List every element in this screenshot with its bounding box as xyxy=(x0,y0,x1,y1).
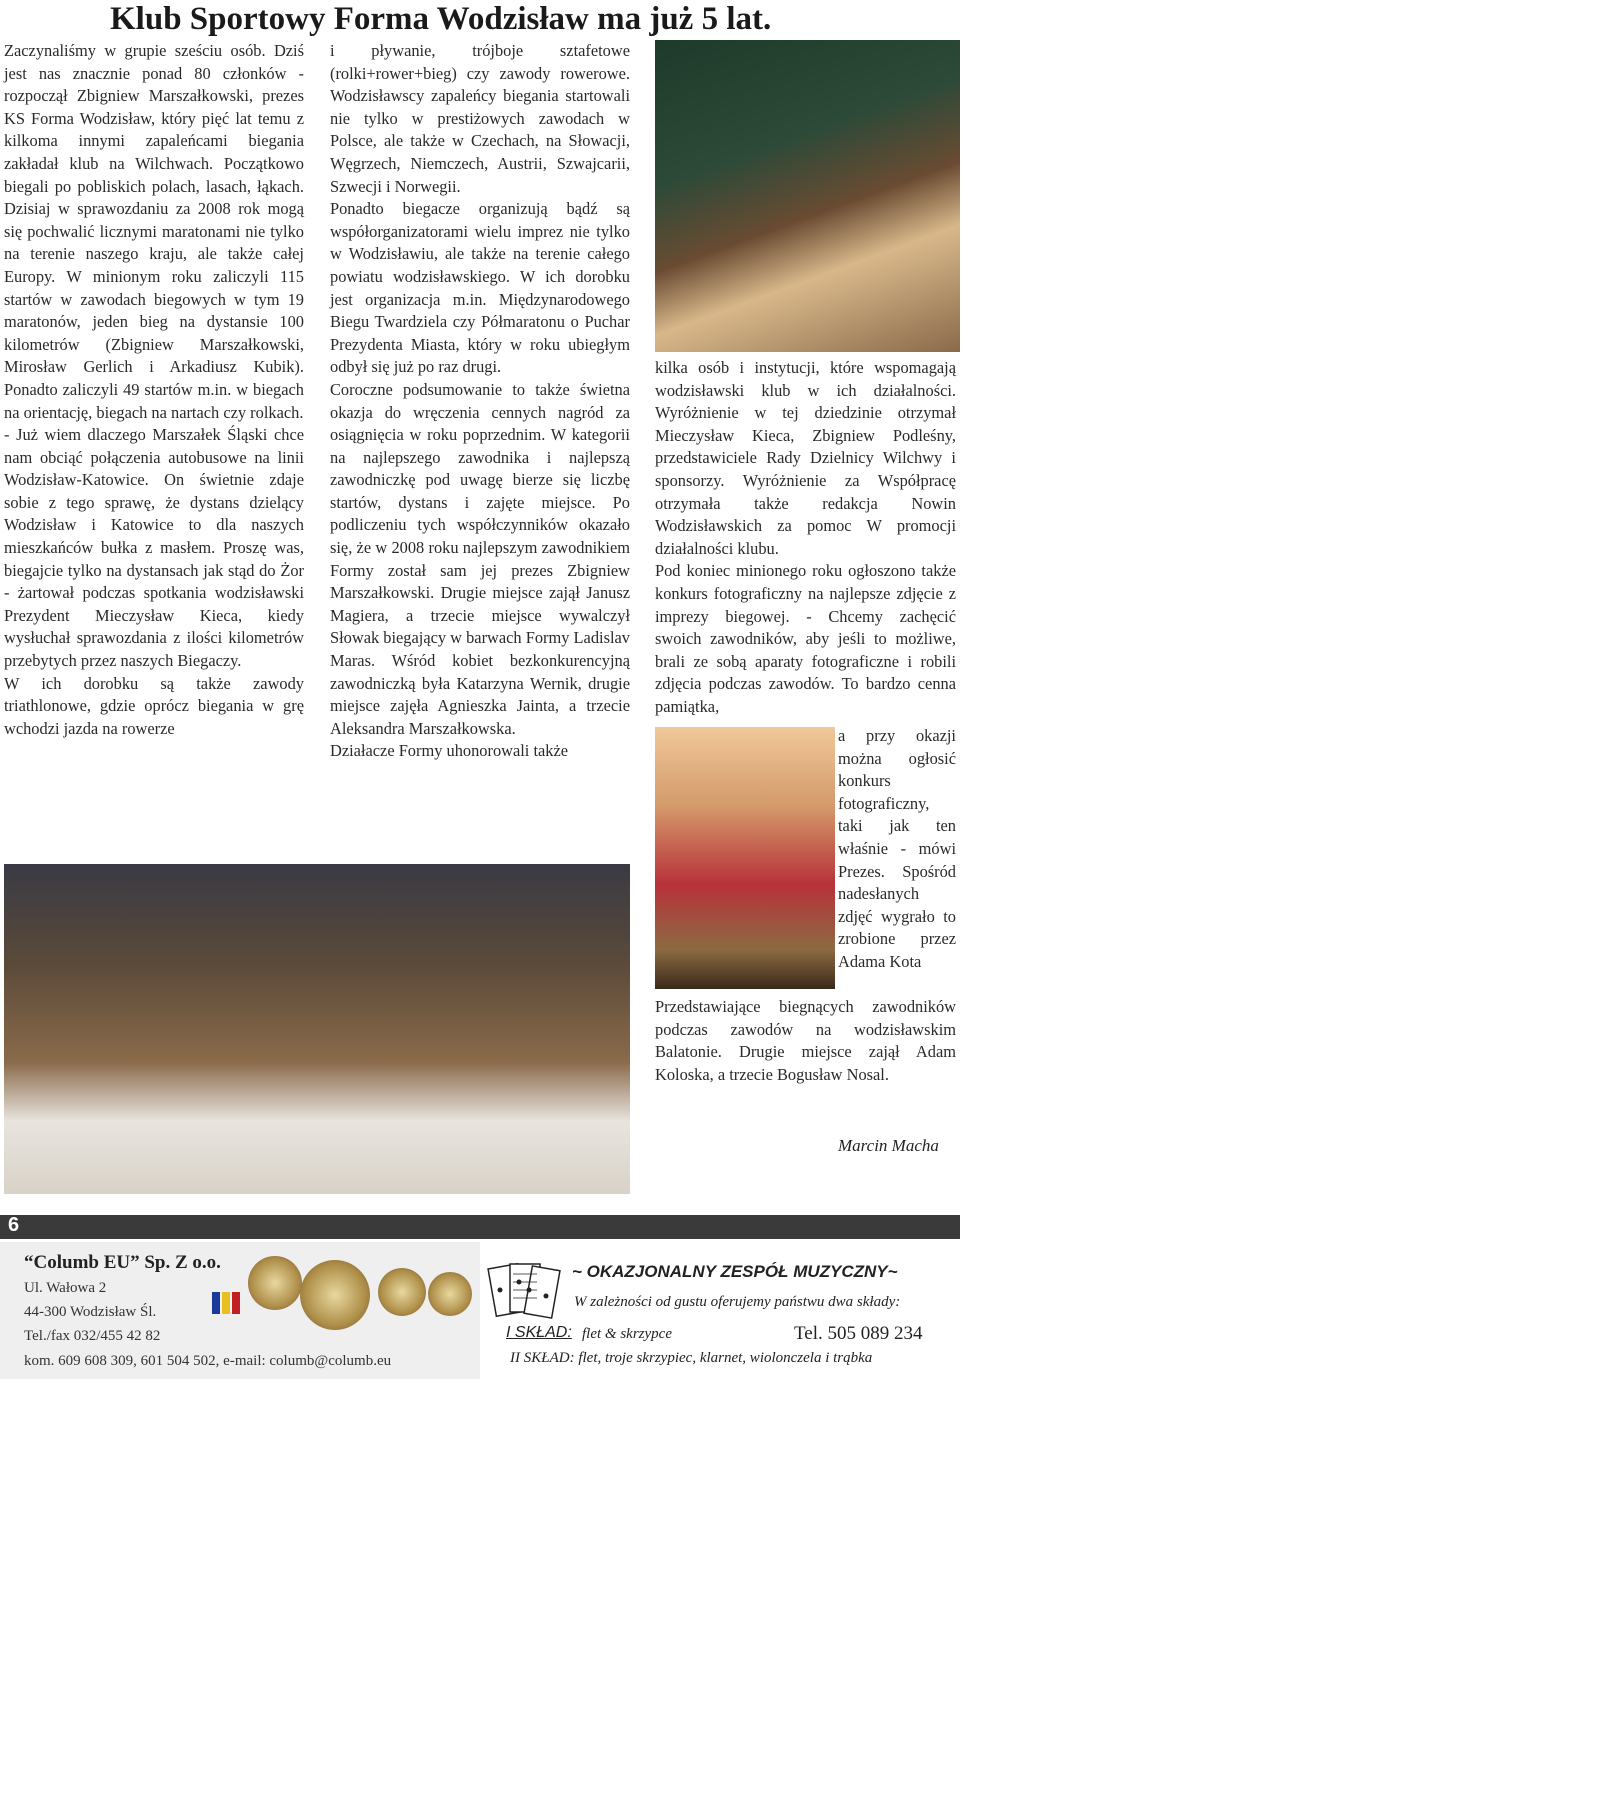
music-notes-icon xyxy=(488,1260,560,1322)
advert-band-subheading: W zależności od gustu oferujemy państwu dwa składy: xyxy=(574,1294,901,1310)
paragraph: W ich dorobku są także zawody triathlonowe, gdzie oprócz biegania w grę wchodzi jazda na rowerze xyxy=(4,673,304,738)
paragraph: i pływanie, trójboje sztafetowe (rolki+rower+bieg) czy zawody rowerowe. Wodzisławscy zapaleńcy biegania startowali nie tylko w prestiżowych zawodach w Polsce, ale także w Czechach, na Słowacji, Węgrzech, Niemczech, Austrii, Szwajcarii, Szwecji i Norwegii. xyxy=(330,41,630,196)
article-column-3-end xyxy=(655,996,956,1086)
advert-phone: Tel./fax 032/455 42 82 xyxy=(24,1328,161,1344)
paragraph: Pod koniec minionego roku ogłoszono także konkurs fotograficzny na najlepsze zdjęcie z imprezy biegowej. - Chcemy zachęcić swoich zawodników, aby jeśli to możliwe, brali ze sobą aparaty fotograficzne i robili zdjęcia podczas zawodów. To bardzo cenna pamiątka, xyxy=(655,561,956,716)
article-column-1 xyxy=(4,40,304,740)
photo-award-handover xyxy=(655,40,1616,352)
advert-band-set1-label: I SKŁAD: xyxy=(506,1324,572,1341)
advert-band-set2: II SKŁAD: flet, troje skrzypiec, klarnet, wiolonczela i trąbka xyxy=(510,1350,873,1366)
medal-icon xyxy=(300,1260,370,1330)
advert-contact: kom. 609 608 309, 601 504 502, e-mail: columb@columb.eu xyxy=(24,1353,392,1369)
medal-icon xyxy=(378,1268,426,1316)
advert-band xyxy=(482,1242,960,1379)
paragraph: Coroczne podsumowanie to także świetna okazja do wręczenia cennych nagród za osiągnięcia w roku poprzednim. W kategorii na najlepszego zawodnika i najlepszą zawodniczkę pod uwagę bierze się liczbę startów, dystans i zajęte miejsce. Po podliczeniu tych współczynników okazało się, że w 2008 roku najlepszym zawodnikiem Formy został sam jej prezes Zbigniew Marszałkowski. Drugie miejsce zajął Janusz Magiera, a trzecie miejsce wywalczył Słowak biegający w barwach Formy Ladislav Maras. Wśród kobiet bezkonkurencyjną zawodniczką była Katarzyna Wernik, drugie miejsce zajęła Agnieszka Jainta, a trzecie Aleksandra Marszałkowska. xyxy=(330,379,630,738)
paragraph: Zaczynaliśmy w grupie sześciu osób. Dziś jest nas znacznie ponad 80 członków - rozpoczął Zbigniew Marszałkowski, prezes KS Forma Wodzisław, który pięć lat temu z kilkoma innymi zapaleńcami biegania zakładał klub na Wilchwach. Początkowo biegali po pobliskich polach, lasach, łąkach. Dzisiaj w sprawozdaniu za 2008 rok mogą się pochwalić licznymi maratonami nie tylko na terenie naszego kraju, ale także całej Europy. W minionym roku zaliczyli 115 startów w zawodach biegowych w tym 19 maratonów, jeden bieg na dystansie 100 kilometrów (Zbigniew Marszałkowski, Mirosław Gerlich i Arkadiusz Kubik). Ponadto zaliczyli 49 startów m.in. w biegach na orientację, biegach na nartach czy rolkach. xyxy=(4,41,304,422)
medal-icon xyxy=(248,1256,302,1310)
article-author: Marcin Macha xyxy=(838,1136,939,1155)
advert-street: Ul. Wałowa 2 xyxy=(24,1280,107,1296)
flag-icon xyxy=(222,1292,230,1314)
paragraph: Przedstawiające biegnących zawodników podczas zawodów na wodzisławskim Balatonie. Drugie miejsce zajął Adam Koloska, a trzecie Bogusław Nosal. xyxy=(655,997,956,1084)
photo-credit: fot. M.Macha xyxy=(1470,1487,1484,1557)
photo-credit: fot. M.Macha xyxy=(617,1734,631,1804)
paragraph: - Już wiem dlaczego Marszałek Śląski chce nam obciąć połączenia autobusowe na linii Wodzisław-Katowice. On świetnie zdaje sobie z tego sprawę, że dystans dzielący Wodzisław i Katowice to dla naszych mieszkańców bułka z masłem. Proszę was, biegajcie tylko na dystansach jak stąd do Żor - żartował podczas spotkania wodzisławski Prezydent Mieczysław Kieca, kiedy wysłuchał sprawozdania z ilości kilometrów przebytych przez naszych Biegaczy. xyxy=(4,425,304,671)
advert-band-set1-text: flet & skrzypce xyxy=(582,1326,672,1342)
article-title: Klub Sportowy Forma Wodzisław ma już 5 lat. xyxy=(110,1,772,37)
paragraph: Działacze Formy uhonorowali także xyxy=(330,741,569,761)
page-footer-bar xyxy=(0,1215,960,1239)
advert-band-heading: ~ OKAZJONALNY ZESPÓŁ MUZYCZNY~ xyxy=(572,1262,898,1281)
advert-columb xyxy=(0,1242,480,1379)
flag-icon xyxy=(232,1292,240,1314)
paragraph: a przy okazji można ogłosić konkurs fotograficzny, taki jak ten właśnie - mówi Prezes. Spośród nadesłanych zdjęć wygrało to zrobione przez Adama Kota xyxy=(838,726,956,971)
article-column-2 xyxy=(330,40,630,763)
paragraph: kilka osób i instytucji, które wspomagają wodzisławski klub w ich działalności. Wyróżnienie w tej dziedzinie otrzymał Mieczysław Kieca, Zbigniew Podleśny, przedstawiciele Rady Dzielnicy Wilchwy i sponsorzy. Wyróżnienie za Współpracę otrzymała także redakcja Nowin Wodzisławskich za pomoc W promocji działalności klubu. xyxy=(655,358,956,558)
article-column-3-wrap xyxy=(838,725,956,974)
medal-icon xyxy=(428,1272,472,1316)
article-column-3 xyxy=(655,357,956,719)
advert-band-phone: Tel. 505 089 234 xyxy=(794,1323,923,1344)
advert-company-name: “Columb EU” Sp. Z o.o. xyxy=(24,1252,221,1273)
page-number: 6 xyxy=(8,1214,20,1236)
advert-city: 44-300 Wodzisław Śl. xyxy=(24,1304,157,1320)
paragraph: Ponadto biegacze organizują bądź są współorganizatorami wielu imprez nie tylko w Wodzisławiu, ale także na terenie całego powiatu wodzisławskiego. W ich dorobku jest organizacja m.in. Międzynarodowego Biegu Twardziela czy Półmaratonu o Puchar Prezydenta Miasta, który w roku ubiegłym odbył się już po raz drugi. xyxy=(330,199,630,377)
photo-credit: fot. M.Macha xyxy=(1602,110,1616,180)
flag-icon xyxy=(212,1292,220,1314)
